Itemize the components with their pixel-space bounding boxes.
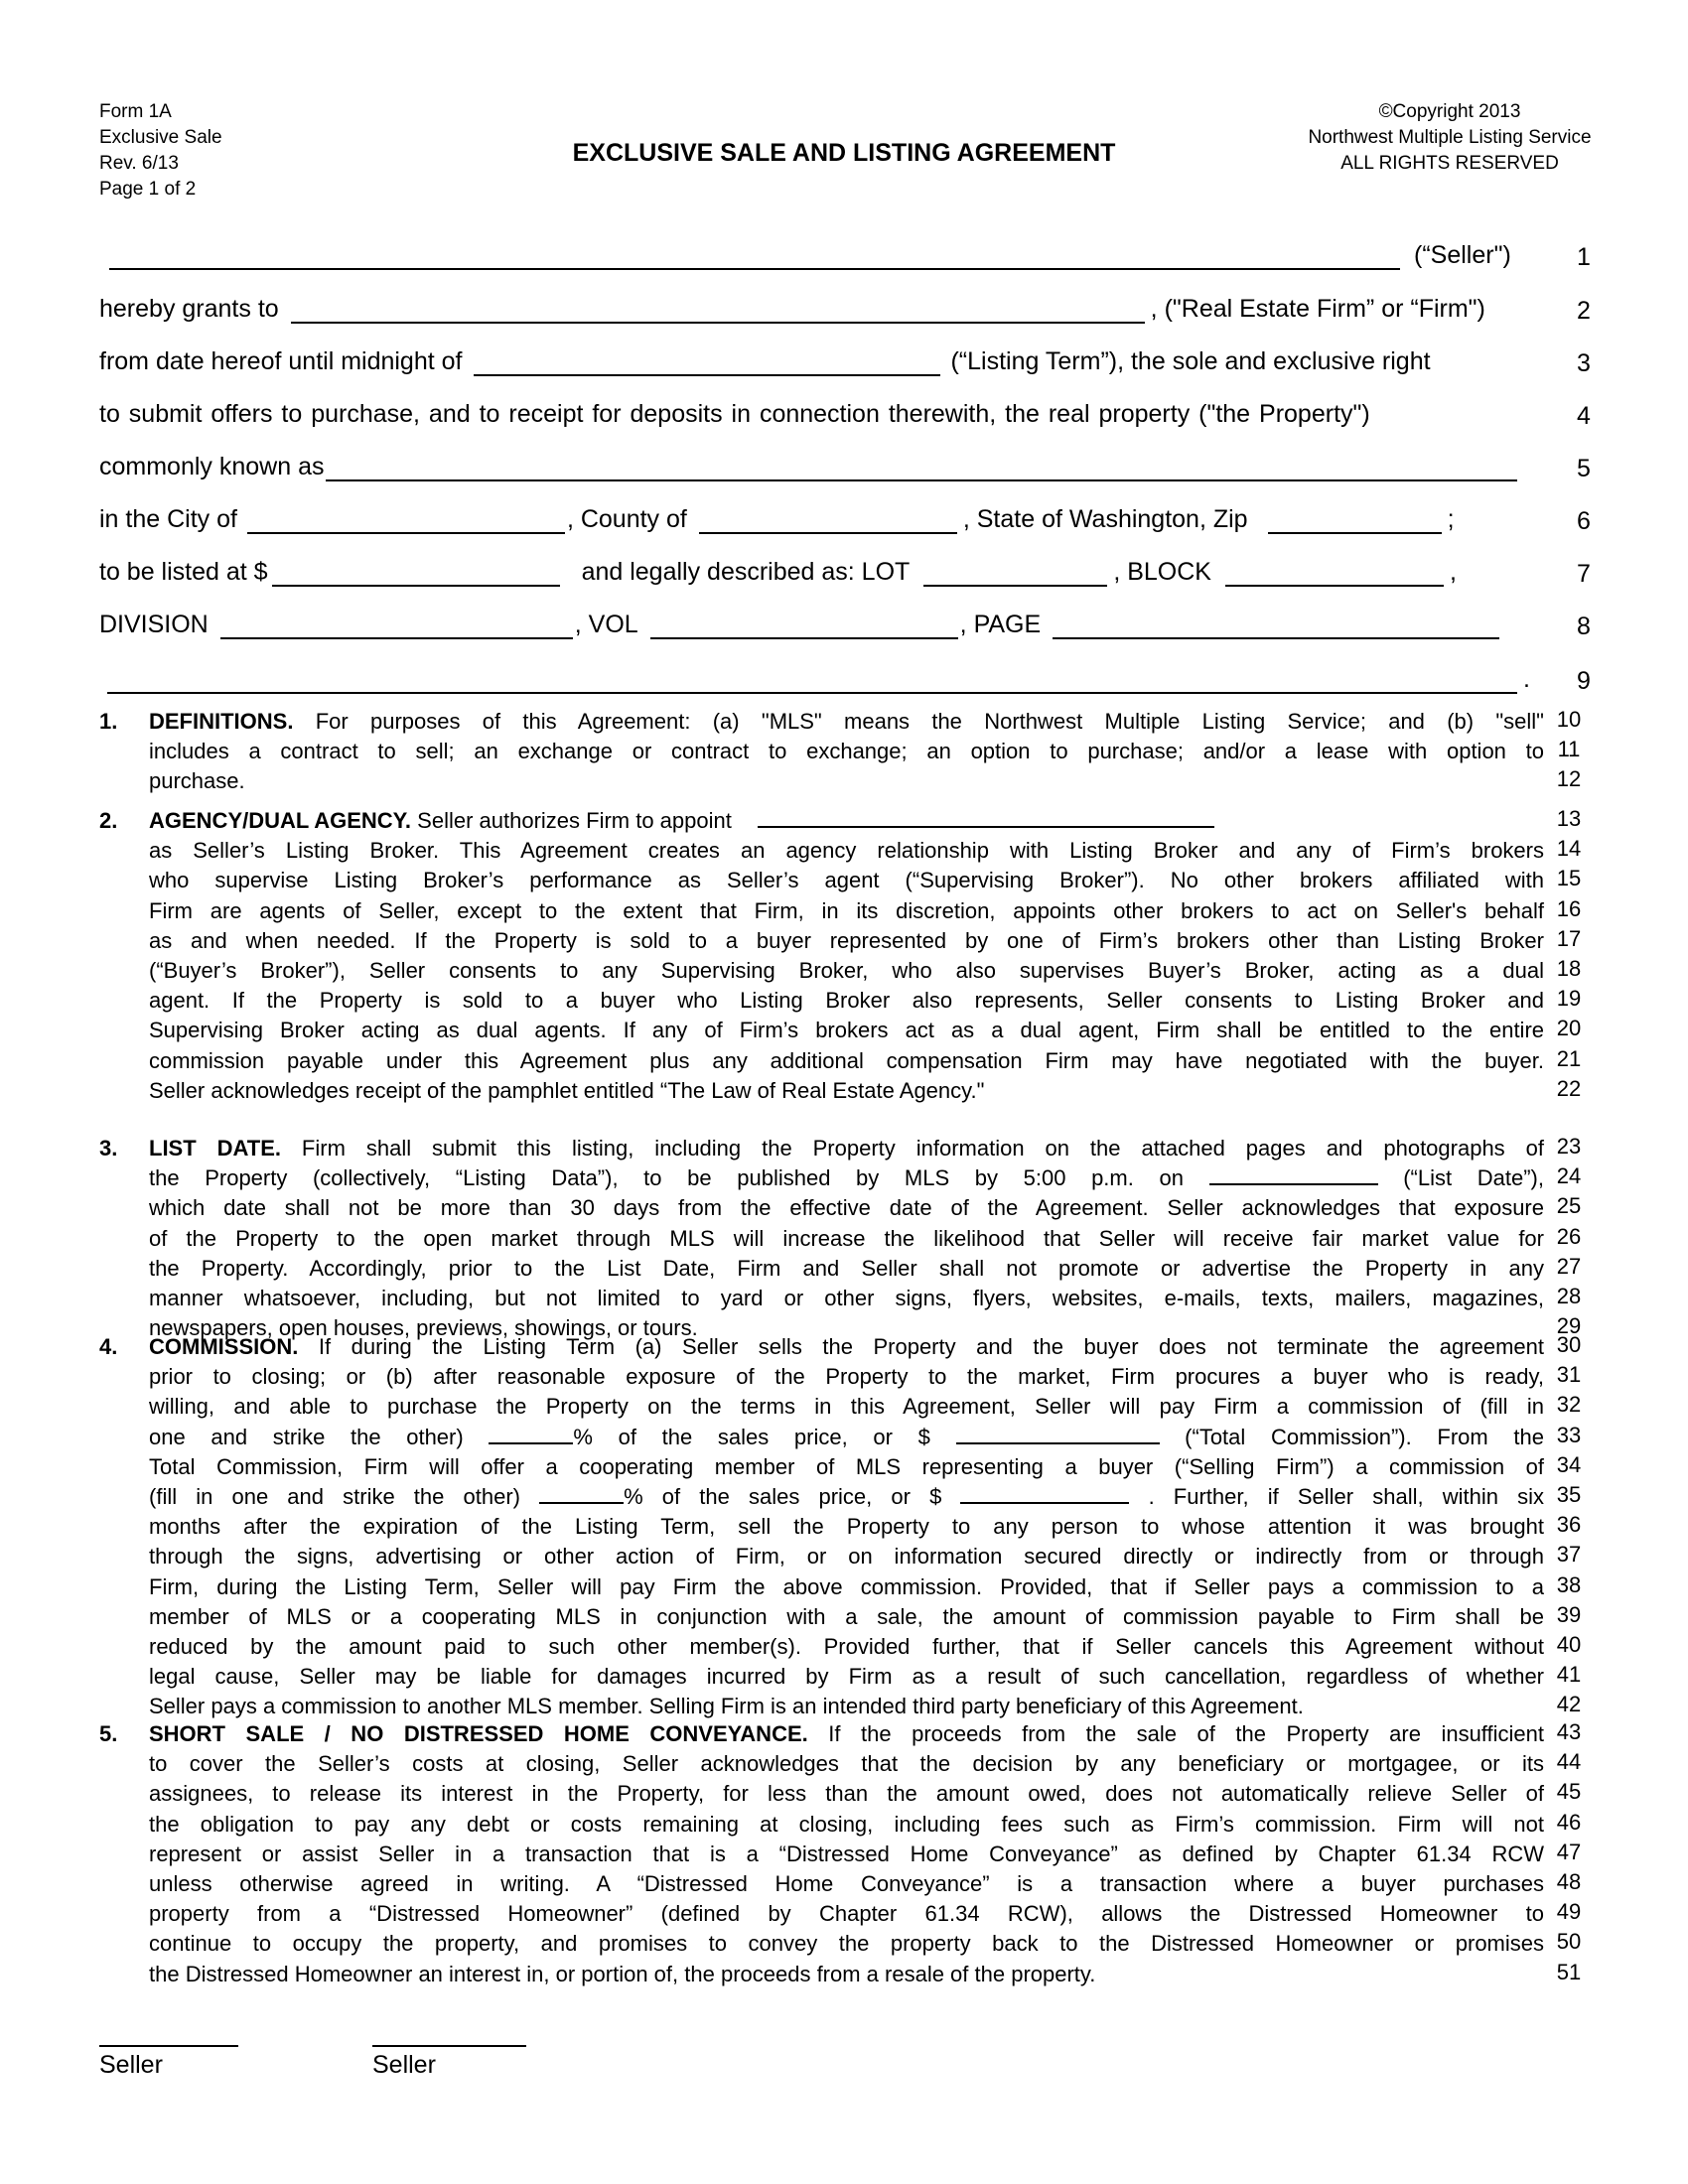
lot-field[interactable] [923, 563, 1107, 587]
section-text: % of the sales price, or $ [573, 1424, 930, 1449]
line-number: 43 [1556, 1719, 1582, 1744]
line-number: 19 [1556, 986, 1582, 1012]
section-heading: LIST DATE. [149, 1136, 281, 1160]
seller-label: (“Seller") [1414, 241, 1511, 269]
page-field[interactable] [1053, 615, 1499, 639]
copyright-line: ©Copyright 2013 [1378, 101, 1521, 122]
section-line [149, 1254, 1544, 1284]
legal-lot-label: and legally described as: LOT [581, 558, 911, 586]
section-number: 4. [99, 1334, 118, 1359]
list-price-field[interactable] [272, 563, 560, 587]
section-line [149, 986, 1544, 1016]
section-text: If the proceeds from the sale of the Property are insufficient [807, 1721, 1544, 1746]
section-text: manner whatsoever, including, but not limited to yard or other signs, flyers, websites, e-mails, texts, mailers, magazines, [149, 1285, 1544, 1310]
commonly-known-as-label: commonly known as [99, 453, 325, 480]
section-text: months after the expiration of the Listing Term, sell the Property to any person to whose attention it was brought [149, 1514, 1544, 1540]
line-number: 34 [1556, 1451, 1582, 1477]
line-number: 40 [1556, 1632, 1582, 1657]
form-line-8 [99, 608, 1544, 639]
line-number: 21 [1556, 1045, 1582, 1071]
line-number: 27 [1556, 1253, 1582, 1279]
section-text: who supervise Listing Broker’s performance as Seller’s agent (“Supervising Broker”). No other brokers affiliated with [149, 868, 1544, 893]
line-number: 35 [1556, 1482, 1582, 1507]
section-text: which date shall not be more than 30 days from the effective date of the Agreement. Seller acknowledges that exposure [149, 1195, 1544, 1221]
section-line [149, 836, 1544, 866]
section-text: of the Property to the open market through MLS will increase the likelihood that Seller will receive fair market value for [149, 1225, 1544, 1251]
line-number: 9 [1577, 667, 1591, 695]
section-heading: DEFINITIONS. [149, 709, 294, 734]
section-text: willing, and able to purchase the Property on the terms in this Agreement, Seller will pay Firm a commission of (fill in [149, 1394, 1544, 1420]
seller-name-field[interactable] [109, 246, 1400, 270]
section-line [149, 1632, 1544, 1662]
block-label: , BLOCK [1113, 558, 1211, 586]
section-text: continue to occupy the property, and promises to convey the property back to the Distressed Homeowner or promises [149, 1931, 1544, 1957]
vol-label: , VOL [574, 611, 638, 638]
line-number: 49 [1556, 1899, 1582, 1925]
division-field[interactable] [220, 615, 573, 639]
section-line [149, 926, 1544, 956]
section-line [149, 1779, 1544, 1809]
section-line [149, 1810, 1544, 1840]
section-text: as and when needed. If the Property is sold to a buyer represented by one of Firm’s brokers other than Listing Broker [149, 927, 1544, 953]
section-text: agent. If the Property is sold to a buyer who Listing Broker also represents, Seller consents to Listing Broker and [149, 988, 1544, 1014]
section-number: 1. [99, 709, 118, 734]
section-line [149, 1960, 1544, 1989]
line-number: 13 [1556, 806, 1582, 831]
section-heading: AGENCY/DUAL AGENCY. [149, 808, 412, 833]
section-text: (fill in one and strike the other) [149, 1483, 520, 1509]
form-line-1 [99, 238, 1544, 270]
line-number: 12 [1556, 766, 1582, 792]
line-number: 20 [1556, 1016, 1582, 1041]
state-zip-label: , State of Washington, Zip [962, 505, 1248, 533]
line-number: 50 [1556, 1929, 1582, 1955]
commission-amount-field[interactable] [956, 1425, 1160, 1444]
section-text: . Further, if Seller shall, within six [1148, 1483, 1544, 1509]
line-number: 26 [1556, 1223, 1582, 1249]
semicolon: ; [1447, 505, 1455, 533]
section-line [149, 1362, 1544, 1392]
copyright-owner: Northwest Multiple Listing Service [1308, 127, 1592, 148]
line-number: 39 [1556, 1601, 1582, 1627]
section-2 [99, 806, 1544, 1106]
section-number: 3. [99, 1136, 118, 1160]
section-text: Seller pays a commission to another MLS member. Selling Firm is an intended third party beneficiary of this Agreement. [149, 1694, 1304, 1719]
section-line [149, 1134, 1544, 1163]
section-text: the Property. Accordingly, prior to the List Date, Firm and Seller shall not promote or advertise the Property in any [149, 1255, 1544, 1281]
section-line [149, 1602, 1544, 1632]
section-line [149, 1392, 1544, 1422]
section-line [149, 1284, 1544, 1313]
period: . [1523, 665, 1530, 693]
form-type: Exclusive Sale [99, 127, 222, 148]
section-text: through the signs, advertising or other action of Firm, or on information secured directly or indirectly from or through [149, 1544, 1544, 1570]
section-text: property from a “Distressed Homeowner” (defined by Chapter 61.34 RCW), allows the Distressed Homeowner to [149, 1901, 1544, 1927]
section-line [149, 1193, 1544, 1223]
section-line [149, 1076, 1544, 1106]
vol-field[interactable] [650, 615, 958, 639]
commission-percent-field[interactable] [539, 1484, 624, 1504]
section-4 [99, 1332, 1544, 1721]
line-number: 44 [1556, 1749, 1582, 1775]
seller-signature-label: Seller [372, 2051, 436, 2079]
section-text: assignees, to release its interest in the Property, for less than the amount owed, does not automatically relieve Seller of [149, 1781, 1544, 1807]
seller-signature-1[interactable] [99, 2045, 238, 2080]
city-field[interactable] [247, 510, 565, 534]
section-line [149, 1452, 1544, 1482]
line-number: 4 [1577, 402, 1591, 430]
section-line [149, 766, 1544, 796]
line-number: 6 [1577, 507, 1591, 535]
section-line [149, 866, 1544, 895]
section-1 [99, 707, 1544, 797]
grants-to-label: hereby grants to [99, 295, 279, 323]
line-number: 2 [1577, 297, 1591, 325]
commission-amount-field[interactable] [960, 1484, 1129, 1504]
section-line [149, 1542, 1544, 1571]
line-number: 24 [1556, 1163, 1582, 1189]
section-text: (“List Date”), [1403, 1165, 1544, 1191]
section-3 [99, 1134, 1544, 1343]
section-text: Firm shall submit this listing, including the Property information on the attached pages and photographs of [280, 1136, 1544, 1160]
section-text: Total Commission, Firm will offer a cooperating member of MLS representing a buyer (“Selling Firm”) a commission of [149, 1453, 1544, 1479]
section-text: Seller authorizes Firm to appoint [411, 808, 732, 833]
real-estate-firm-field[interactable] [291, 300, 1145, 324]
section-text: Supervising Broker acting as dual agents. If any of Firm’s brokers act as a dual agent, Firm shall be entitled to the entire [149, 1018, 1544, 1043]
section-5 [99, 1719, 1544, 1989]
section-text: newspapers, open houses, previews, showings, or tours. [149, 1315, 698, 1341]
section-text: to cover the Seller’s costs at closing, Seller acknowledges that the decision by any beneficiary or mortgagee, or its [149, 1751, 1544, 1777]
section-text: If during the Listing Term (a) Seller sells the Property and the buyer does not terminate the agreement [298, 1334, 1544, 1359]
line-number: 36 [1556, 1512, 1582, 1538]
firm-label: , ("Real Estate Firm” or “Firm") [1150, 295, 1485, 323]
seller-signature-2[interactable] [372, 2045, 526, 2080]
listing-term-date-field[interactable] [474, 352, 940, 376]
legal-description-field[interactable] [107, 670, 1517, 694]
section-text: member of MLS or a cooperating MLS in conjunction with a sale, the amount of commission payable to Firm shall be [149, 1603, 1544, 1629]
form-line-5 [99, 450, 1544, 481]
seller-signature-label: Seller [99, 2051, 163, 2079]
section-line [149, 1719, 1544, 1749]
section-text: Firm, during the Listing Term, Seller will pay Firm the above commission. Provided, that if Seller pays a commission to a [149, 1573, 1544, 1599]
commission-percent-field[interactable] [489, 1425, 573, 1444]
section-line [149, 806, 1544, 836]
section-line [149, 1899, 1544, 1929]
county-field[interactable] [699, 510, 957, 534]
section-heading: COMMISSION. [149, 1334, 299, 1359]
block-field[interactable] [1225, 563, 1444, 587]
section-text: the Distressed Homeowner an interest in, or portion of, the proceeds from a resale of the property. [149, 1961, 1096, 1986]
line-number: 16 [1556, 895, 1582, 921]
form-revision: Rev. 6/13 [99, 153, 179, 174]
section-line [149, 1840, 1544, 1869]
line-number: 38 [1556, 1571, 1582, 1597]
property-address-field[interactable] [326, 458, 1517, 481]
form-line-6 [99, 502, 1544, 534]
section-line [149, 1512, 1544, 1542]
section-line [149, 1046, 1544, 1076]
copyright-block [1211, 99, 1688, 177]
section-line [149, 1482, 1544, 1512]
section-text: (“Buyer’s Broker”), Seller consents to any Supervising Broker, who also supervises Buyer’s Broker, acting as a dual [149, 957, 1544, 983]
rights-reserved: ALL RIGHTS RESERVED [1340, 153, 1559, 174]
section-line [149, 1869, 1544, 1899]
line-number: 15 [1556, 866, 1582, 891]
midnight-of-label: from date hereof until midnight of [99, 347, 463, 375]
form-line-7 [99, 555, 1544, 587]
section-text: purchase. [149, 768, 245, 794]
line-number: 42 [1556, 1692, 1582, 1717]
line-number: 5 [1577, 455, 1591, 482]
section-text: prior to closing; or (b) after reasonable exposure of the Property to the market, Firm procures a buyer who is ready, [149, 1364, 1544, 1390]
page-indicator: Page 1 of 2 [99, 179, 197, 200]
line-number: 45 [1556, 1779, 1582, 1805]
section-line [149, 1332, 1544, 1362]
page-label: , PAGE [959, 611, 1042, 638]
section-text: (“Total Commission”). From the [1185, 1424, 1544, 1449]
line-number: 46 [1556, 1809, 1582, 1835]
line-number: 25 [1556, 1193, 1582, 1219]
section-text: For purposes of this Agreement: (a) "MLS" means the Northwest Multiple Listing Service; and (b) "sell" [293, 709, 1544, 734]
section-line [149, 1572, 1544, 1602]
list-date-field[interactable] [1209, 1165, 1378, 1185]
section-line [149, 1163, 1544, 1193]
section-text: reduced by the amount paid to such other member(s). Provided further, that if Seller cancels this Agreement without [149, 1633, 1544, 1659]
line-number: 51 [1556, 1959, 1582, 1984]
line-number: 30 [1556, 1332, 1582, 1357]
line-number: 8 [1577, 613, 1591, 640]
line-number: 17 [1556, 925, 1582, 951]
listing-broker-field[interactable] [758, 808, 1214, 828]
zip-field[interactable] [1268, 510, 1442, 534]
section-text: legal cause, Seller may be liable for damages incurred by Firm as a result of such cancellation, regardless of whether [149, 1664, 1544, 1690]
listed-price-label: to be listed at $ [99, 558, 268, 586]
section-line [149, 1692, 1544, 1721]
line-number: 32 [1556, 1392, 1582, 1418]
line-number: 29 [1556, 1313, 1582, 1339]
section-text: % of the sales price, or $ [624, 1483, 942, 1509]
section-line [149, 1662, 1544, 1692]
document-title: EXCLUSIVE SALE AND LISTING AGREEMENT [572, 139, 1116, 167]
section-heading: SHORT SALE / NO DISTRESSED HOME CONVEYANCE. [149, 1721, 808, 1746]
section-text: represent or assist Seller in a transaction that is a “Distressed Home Conveyance” as defined by Chapter 61.34 RCW [149, 1841, 1544, 1866]
section-line [149, 1016, 1544, 1045]
line-number: 22 [1556, 1075, 1582, 1101]
form-number: Form 1A [99, 101, 172, 122]
section-text: Seller acknowledges receipt of the pamphlet entitled “The Law of Real Estate Agency." [149, 1077, 985, 1103]
form-line-3 [99, 344, 1544, 376]
section-text: includes a contract to sell; an exchange or contract to exchange; an option to purchase; and/or a lease with option to [149, 739, 1544, 764]
section-line [149, 1423, 1544, 1452]
section-line [149, 956, 1544, 986]
county-label: , County of [566, 505, 687, 533]
form-line-2 [99, 292, 1544, 324]
form-line-9 [99, 662, 1544, 694]
section-line [149, 737, 1544, 766]
section-text: one and strike the other) [149, 1424, 464, 1449]
section-text: commission payable under this Agreement plus any additional compensation Firm may have negotiated with the buyer. [149, 1047, 1544, 1073]
section-text: the Property (collectively, “Listing Data”), to be published by MLS by 5:00 p.m. on [149, 1165, 1184, 1191]
division-label: DIVISION [99, 611, 209, 638]
comma: , [1449, 558, 1457, 586]
line-number: 11 [1557, 737, 1581, 762]
form-line-4 [99, 397, 1544, 429]
line-number: 31 [1556, 1362, 1582, 1388]
line-number: 7 [1577, 560, 1591, 588]
line-number: 28 [1556, 1284, 1582, 1308]
section-line [149, 1749, 1544, 1779]
line-number: 33 [1556, 1422, 1582, 1447]
line-number: 18 [1556, 956, 1582, 981]
line-number: 41 [1556, 1662, 1582, 1688]
city-label: in the City of [99, 505, 237, 533]
line-number: 3 [1577, 349, 1591, 377]
line-number: 14 [1556, 836, 1582, 862]
property-description-text: to submit offers to purchase, and to receipt for deposits in connection therewith, the real property ("the Property") [99, 400, 1370, 428]
section-line [149, 1929, 1544, 1959]
section-text: the obligation to pay any debt or costs remaining at closing, including fees such as Firm’s commission. Firm will not [149, 1811, 1544, 1837]
section-text: Firm are agents of Seller, except to the extent that Firm, in its discretion, appoints other brokers to act on Seller's behalf [149, 897, 1544, 923]
section-line [149, 1224, 1544, 1254]
line-number: 1 [1577, 243, 1591, 271]
section-line [149, 707, 1544, 737]
line-number: 10 [1556, 707, 1582, 732]
section-number: 2. [99, 808, 118, 833]
listing-term-label: (“Listing Term”), the sole and exclusive right [950, 347, 1431, 375]
line-number: 37 [1556, 1542, 1582, 1568]
section-number: 5. [99, 1721, 118, 1746]
line-number: 47 [1556, 1839, 1582, 1864]
section-line [149, 896, 1544, 926]
section-text: unless otherwise agreed in writing. A “Distressed Home Conveyance” is a transaction where a buyer purchases [149, 1870, 1544, 1896]
section-text: as Seller’s Listing Broker. This Agreement creates an agency relationship with Listing Broker and any of Firm’s brokers [149, 838, 1544, 864]
line-number: 48 [1556, 1869, 1582, 1894]
line-number: 23 [1556, 1134, 1582, 1159]
